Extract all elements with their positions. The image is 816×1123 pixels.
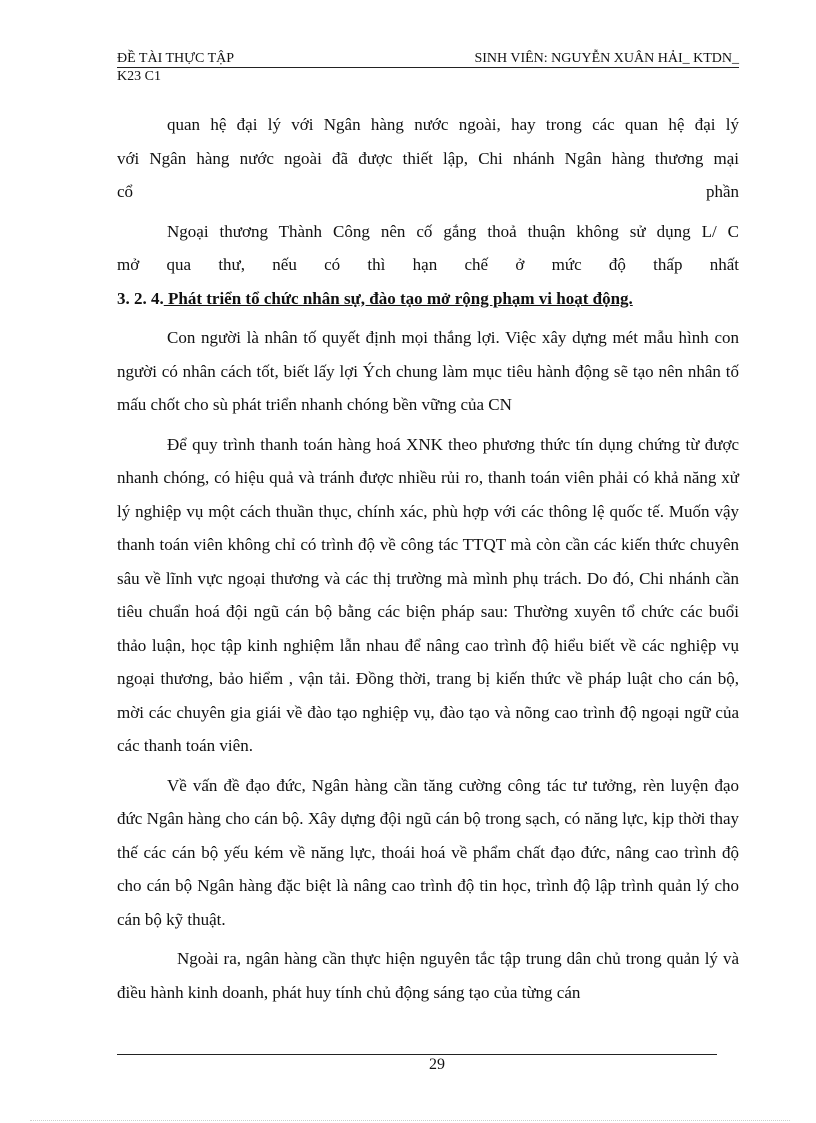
paragraph-2-line-1: Ngoại thương Thành Công nên cố gắng thoả thuận không sử dụng L/ C [167,221,739,241]
page-edge-divider [30,1120,790,1121]
page-header [117,50,739,85]
paragraph-5: Về vấn đề đạo đức, Ngân hàng cần tăng cường công tác tư tưởng, rèn luyện đạo đức Ngân hàng cho cán bộ. Xây dựng đội ngũ cán bộ trong sạch, có năng lực, kịp thời thay thế các cán bộ yếu kém về năng lực, thoái hoá về phẩm chất đạo đức, nâng cao trình độ cho cán bộ Ngân hàng đặc biệt là nâng cao trình độ tin học, trình độ lập trình quản lý cho cán bộ kỹ thuật. [117,775,739,929]
paragraph-2-line-2: mở qua thư, nếu có thì hạn chế ở mức độ thấp nhất [117,255,739,274]
header-row [117,50,739,68]
paragraph-1-line-1: quan hệ đại lý với Ngân hàng nước ngoài, hay trong các quan hệ đại lý [167,115,739,134]
section-heading [117,282,739,316]
paragraph-1-line-3: cổ phần [117,182,739,201]
header-student-name: SINH VIÊN: NGUYỄN XUÂN HẢI_ KTDN_ [474,51,739,66]
section-number: 3. 2. 4. [117,288,164,308]
header-class-code: K23 C1 [117,69,161,84]
header-left-title: ĐỀ TÀI THỰC TẬP [117,51,235,66]
page-number: 29 [429,1056,445,1073]
paragraph-6: Ngoài ra, ngân hàng cần thực hiện nguyên tắc tập trung dân chủ trong quản lý và điều hành kinh doanh, phát huy tính chủ động sáng tạo của từng cán [117,949,739,1002]
document-body [117,108,739,1009]
paragraph-4: Để quy trình thanh toán hàng hoá XNK theo phương thức tín dụng chứng từ được nhanh chóng, có hiệu quả và tránh được nhiều rủi ro, thanh toán viên phải có khả năng xử lý nghiệp vụ một cách thuần thục, chính xác, phù hợp với các thông lệ quốc tế. Muốn vậy thanh toán viên không chỉ có trình độ về công tác TTQT mà còn cần các kiến thức chuyên sâu về lĩnh vực ngoại thương và các thị trường mà mình phụ trách. Do đó, Chi nhánh cần tiêu chuẩn hoá đội ngũ cán bộ bằng các biện pháp sau: Thường xuyên tổ chức các buổi thảo luận, học tập kinh nghiệm lẫn nhau để nâng cao trình độ hiểu biết về các nghiệp vụ ngoại thương, bảo hiểm , vận tải. Đồng thời, trang bị kiến thức về pháp luật cho cán bộ, mời các chuyên gia giái về đào tạo nghiệp vụ, đào tạo và nõng cao trình độ ngoại ngữ của các thanh toán viên. [117,434,739,755]
paragraph-1-line-2: với Ngân hàng nước ngoài đã được thiết lập, Chi nhánh Ngân hàng thương mại [117,148,739,168]
footer-divider [117,1054,717,1055]
section-title: Phát triển tổ chức nhân sự, đào tạo mở rộng phạm vi hoạt động. [163,288,633,308]
paragraph-3: Con người là nhân tố quyết định mọi thắng lợi. Việc xây dựng mét mẫu hình con người có nhân cách tốt, biết lấy lợi Ých chung làm mục tiêu hành động sẽ tạo nên nhân tố mấu chốt cho sù phát triển nhanh chóng bền vững của CN [117,328,739,414]
